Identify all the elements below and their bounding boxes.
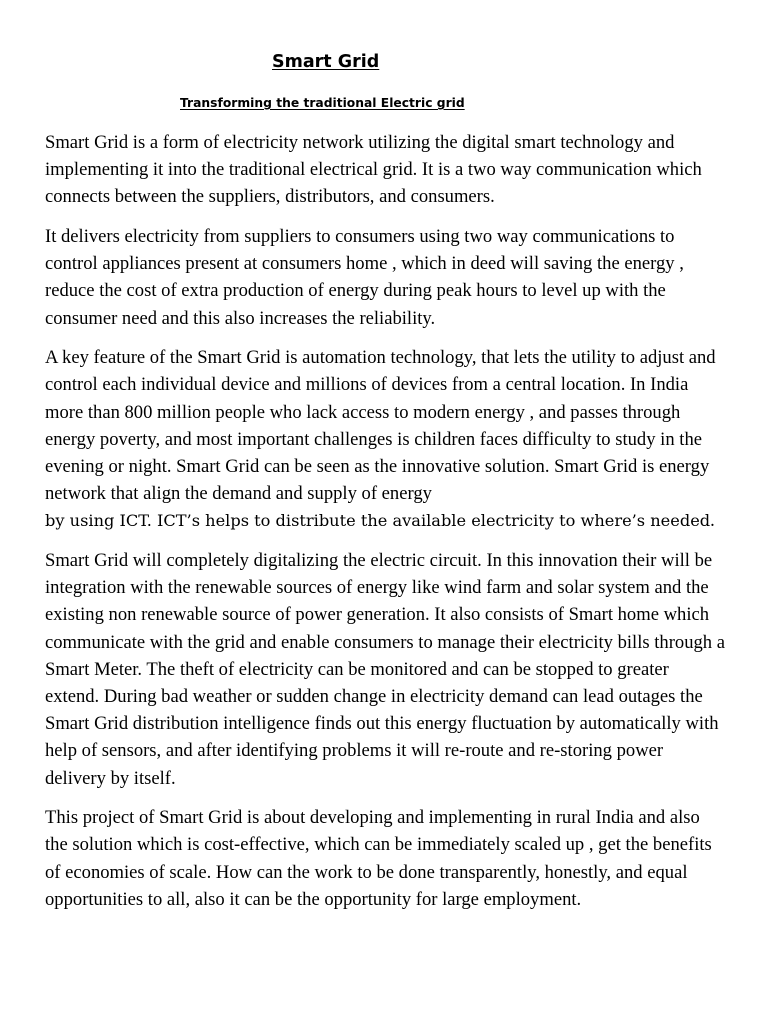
paragraph-automation — [45, 344, 725, 534]
page-subtitle: Transforming the traditional Electric grid — [180, 96, 465, 110]
paragraph-project: This project of Smart Grid is about developing and implementing in rural India and also the solution which is cost-effective, which can be immediately scaled up , get the benefits of economies of scale. How can the work to be done transparently, honestly, and equal opportunities to all, also it can be the opportunity for large employment. — [45, 807, 712, 910]
paragraph-automation-ict-line: by using ICT. ICT’s helps to distribute the available electricity to where’s needed — [45, 511, 711, 531]
page-title: Smart Grid — [272, 52, 380, 72]
paragraph-digitalization: Smart Grid will completely digitalizing the electric circuit. In this innovation their will be integration with the renewable sources of energy like wind farm and solar system and the existing non renewable source of power generation. It also consists of Smart home which communicate with the grid and enable consumers to manage their electricity bills through a Smart Meter. The theft of electricity can be monitored and can be stopped to greater extend. During bad weather or sudden change in electricity demand can lead outages the Smart Grid distribution intelligence finds out this energy fluctuation by automatically with help of sensors, and after identifying problems it will re-route and re-storing power delivery by itself. — [45, 550, 726, 789]
paragraph-delivery: It delivers electricity from suppliers to consumers using two way communications to control appliances present at consumers home , which in deed will saving the energy , reduce the cost of extra production of energy during peak hours to level up with the consumer need and this also increases the reliability. — [45, 226, 684, 329]
document-body — [45, 129, 725, 925]
paragraph-automation-text: A key feature of the Smart Grid is automation technology, that lets the utility to adjust and control each individual device and millions of devices from a central location. In India more than 800 million people who lack access to modern energy , and passes through energy poverty, and most important challenges is children faces difficulty to study in the evening or night. Smart Grid can be seen as the innovative solution. Smart Grid is energy network that align the demand and supply of energy — [45, 347, 716, 505]
paragraph-automation-period: . — [710, 510, 715, 532]
paragraph-definition: Smart Grid is a form of electricity network utilizing the digital smart technology and implementing it into the traditional electrical grid. It is a two way communication which connects between the suppliers, distributors, and consumers. — [45, 132, 702, 208]
